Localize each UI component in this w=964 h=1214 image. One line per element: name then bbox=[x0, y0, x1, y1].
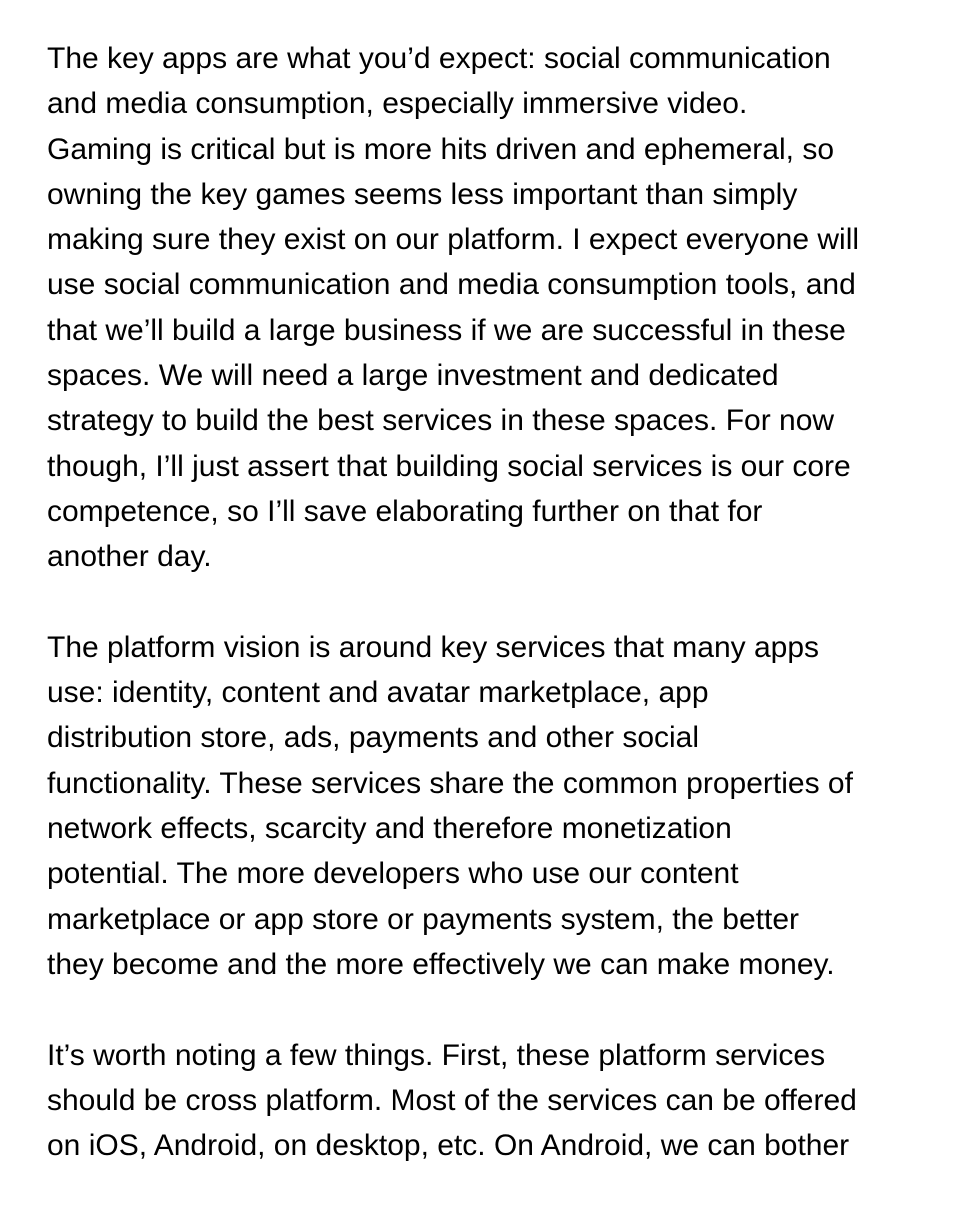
text-line: use: identity, content and avatar marketplace, app bbox=[47, 676, 709, 710]
text-line: marketplace or app store or payments system, the better bbox=[47, 902, 800, 936]
text-line: functionality. These services share the common properties of bbox=[47, 766, 853, 800]
text-line: The key apps are what you’d expect: social communication bbox=[47, 42, 831, 75]
text-line: strategy to build the best services in these spaces. For now bbox=[47, 404, 835, 438]
text-line: on iOS, Android, on desktop, etc. On Android, we can bother bbox=[47, 1129, 850, 1163]
document-body bbox=[47, 36, 927, 1214]
text-line: competence, so I’ll save elaborating further on that for bbox=[47, 494, 763, 528]
paragraph-key-apps bbox=[47, 36, 927, 580]
text-line: making sure they exist on our platform. I expect everyone will bbox=[47, 223, 860, 257]
text-line: that we’ll build a large business if we are successful in these bbox=[47, 313, 846, 347]
text-line: they become and the more effectively we can make money. bbox=[47, 947, 835, 981]
text-line: distribution store, ads, payments and other social bbox=[47, 721, 700, 755]
text-line: The platform vision is around key services that many apps bbox=[47, 630, 820, 664]
text-line: network effects, scarcity and therefore monetization bbox=[47, 812, 732, 846]
text-line: It’s worth noting a few things. First, these platform services bbox=[47, 1038, 826, 1072]
text-line: owning the key games seems less important than simply bbox=[47, 177, 798, 211]
text-line: another day. bbox=[47, 540, 212, 574]
text-line: and media consumption, especially immersive video. bbox=[47, 87, 748, 121]
text-line: potential. The more developers who use our content bbox=[47, 857, 739, 891]
text-line: spaces. We will need a large investment and dedicated bbox=[47, 359, 779, 393]
paragraph-platform-vision bbox=[47, 625, 927, 987]
text-line: though, I’ll just assert that building social services is our core bbox=[47, 449, 851, 483]
text-line: use social communication and media consumption tools, and bbox=[47, 268, 856, 302]
paragraph-worth-noting bbox=[47, 1033, 927, 1169]
text-line: Gaming is critical but is more hits driven and ephemeral, so bbox=[47, 132, 835, 166]
text-line: should be cross platform. Most of the services can be offered bbox=[47, 1083, 857, 1117]
